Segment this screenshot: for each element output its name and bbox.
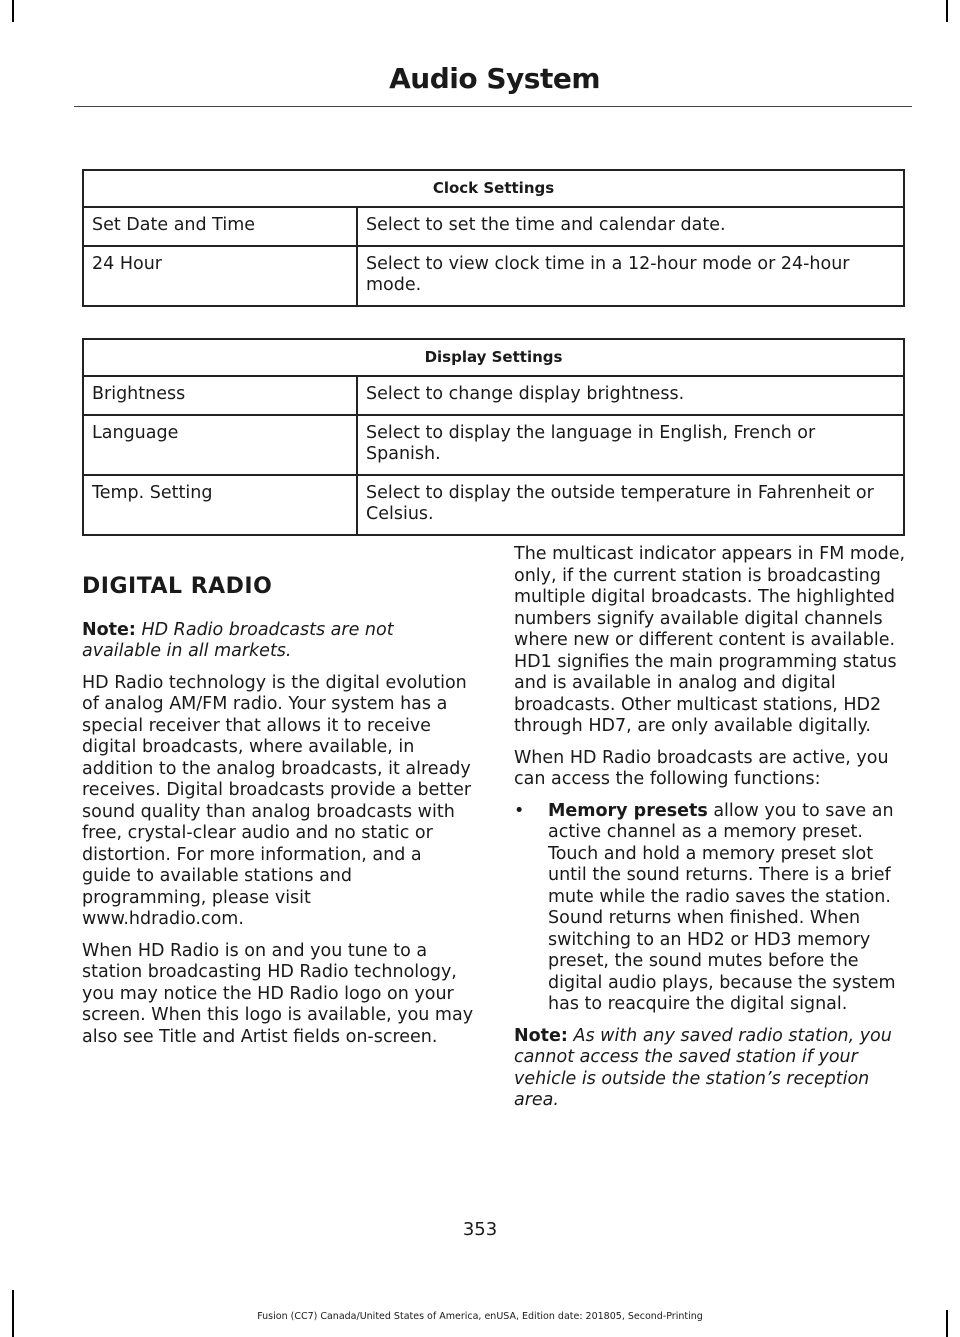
setting-description: Select to view clock time in a 12-hour mode or 24-hour mode. (357, 246, 904, 306)
page-title: Audio System (389, 62, 600, 95)
list-item (514, 801, 906, 1016)
table-title: Display Settings (83, 339, 904, 376)
note-text: HD Radio broadcasts are not available in all markets. (82, 619, 394, 661)
body-paragraph: When HD Radio broadcasts are active, you can access the following functions: (514, 747, 889, 789)
body-paragraph: When HD Radio is on and you tune to a station broadcasting HD Radio technology, you may notice the HD Radio logo on your screen. When this logo is available, you may also see Title and Artist fields on-screen. (82, 940, 474, 1047)
setting-name: Language (83, 415, 357, 475)
note-label: Note: (514, 1025, 568, 1046)
table-row (83, 207, 904, 246)
table-row (83, 415, 904, 475)
note-text: As with any saved radio station, you cannot access the saved station if your vehicle is outside the station’s reception area. (514, 1025, 892, 1110)
body-paragraph: HD Radio technology is the digital evolution of analog AM/FM radio. Your system has a special receiver that allows it to receive digital broadcasts, where available, in addition to the analog broadcasts, it already receives. Digital broadcasts provide a better sound quality than analog broadcasts with free, crystal-clear audio and no static or distortion. For more information, and a guide to available stations and programming, please visit www.hdradio.com. (82, 672, 472, 929)
table-title: Clock Settings (83, 170, 904, 207)
bullet-marker: • (514, 800, 525, 821)
term-memory-presets: Memory presets (548, 800, 708, 821)
crop-mark-top-left (12, 0, 14, 22)
section-heading: DIGITAL RADIO (82, 574, 273, 599)
left-column (82, 544, 474, 1058)
setting-description: Select to set the time and calendar date. (357, 207, 904, 246)
edition-footer: Fusion (CC7) Canada/United States of America, enUSA, Edition date: 201805, Second-Printing (257, 1311, 703, 1322)
setting-name: Set Date and Time (83, 207, 357, 246)
setting-name: 24 Hour (83, 246, 357, 306)
setting-name: Temp. Setting (83, 475, 357, 535)
note-label: Note: (82, 619, 136, 640)
table-row (83, 246, 904, 306)
note-paragraph (514, 1026, 906, 1112)
setting-description: Select to change display brightness. (357, 376, 904, 415)
display-settings-table (82, 338, 905, 536)
setting-description: Select to display the outside temperature in Fahrenheit or Celsius. (357, 475, 904, 535)
table-row (83, 376, 904, 415)
table-row (83, 475, 904, 535)
setting-name: Brightness (83, 376, 357, 415)
clock-settings-table (82, 169, 905, 307)
list-item-text (548, 801, 906, 1016)
list-item-body: allow you to save an active channel as a memory preset. Touch and hold a memory preset slot until the sound returns. There is a brief mute while the radio saves the station. Sound returns when finished. When switching to an HD2 or HD3 memory preset, the sound mutes before the digital audio plays, because the system has to reacquire the digital signal. (548, 800, 896, 1014)
setting-description: Select to display the language in English, French or Spanish. (357, 415, 904, 475)
body-paragraph: The multicast indicator appears in FM mode, only, if the current station is broadcasting multiple digital broadcasts. The highlighted numbers signify available digital channels where new or different content is available. HD1 signifies the main programming status and is available in analog and digital broadcasts. Other multicast stations, HD2 through HD7, are only available digitally. (514, 544, 906, 736)
crop-mark-top-right (946, 0, 948, 22)
header-divider (74, 106, 912, 107)
page-number: 353 (462, 1219, 498, 1240)
note-paragraph (82, 620, 474, 663)
right-column (514, 544, 906, 1122)
